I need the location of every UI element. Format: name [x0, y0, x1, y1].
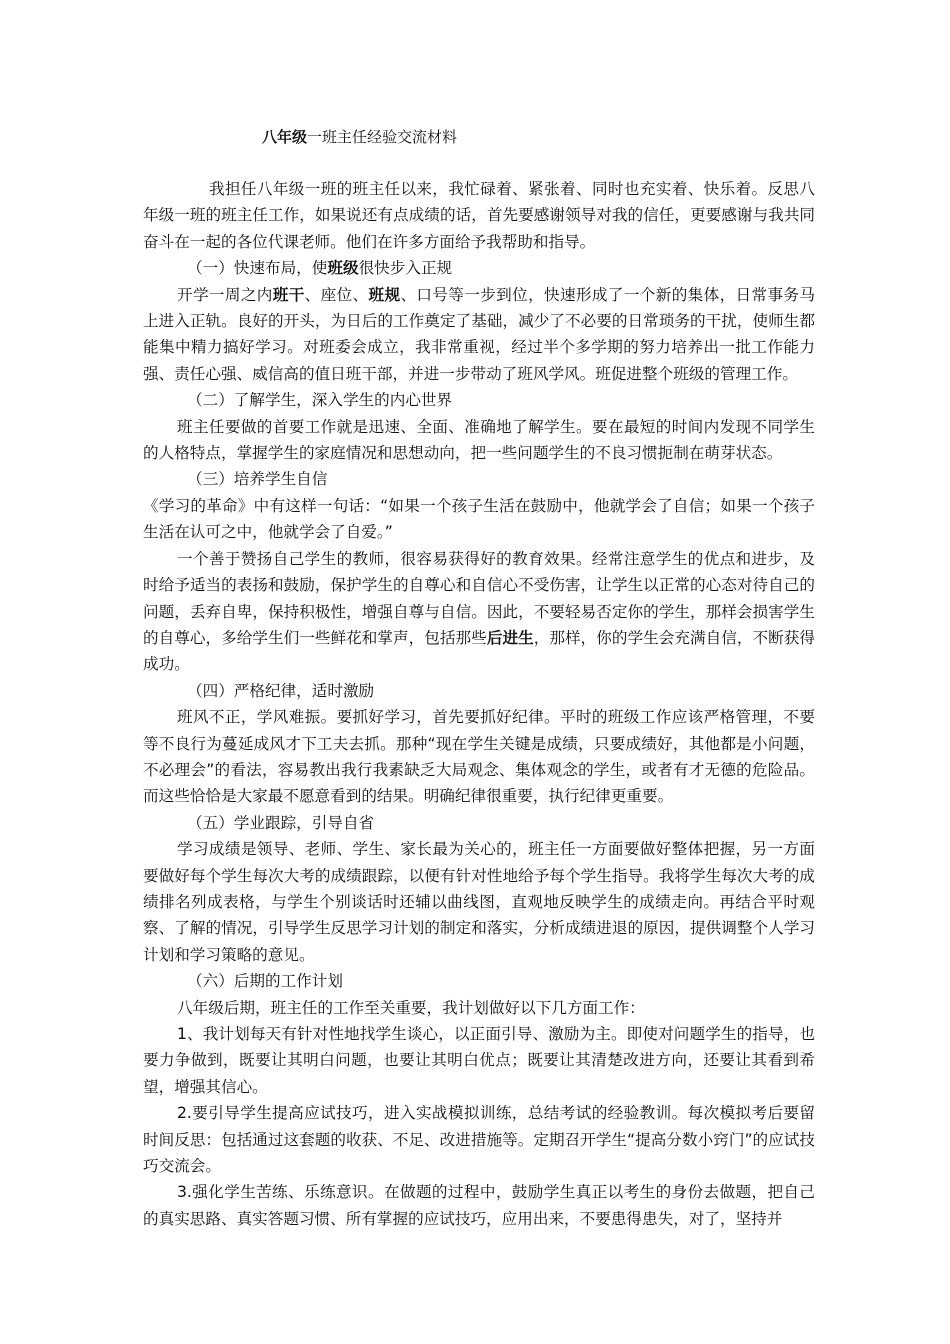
p1-text-a: 开学一周之内 — [177, 285, 273, 304]
section-paragraph-3b — [143, 546, 815, 678]
intro-text-b: 。他们在许多方面给予我帮助和指导。 — [330, 232, 596, 251]
p3b-text-a: 一个善于赞扬自己学生的教师，很容易获得好的教育效果。经常注意学生的优点和进步，及时给予适当的表扬和鼓励，保护学生的自尊心和自信心不受伤害，让学生以正常的心态对待自己的问题，丢弃自卑，保持积极性，增强自尊与自信。因此，不要轻易否定你的学生，那样会损害学生的自尊心，多给学生们一些鲜花和掌声，包括那些 — [143, 549, 815, 647]
document-body — [143, 176, 815, 1232]
p3b-text-b: ，那样，你的学生会充满自信，不断获得成功。 — [143, 628, 815, 674]
plan-item-1: 1、我计划每天有针对性地找学生谈心，以正面引导、激励为主。即使对问题学生的指导，也要力争做到，既要让其明白问题，也要让其明白优点；既要让其清楚改进方向，还要让其看到希望，增强其信心。 — [143, 1025, 815, 1096]
section-heading-1 — [143, 255, 815, 281]
section-paragraph-1 — [143, 282, 815, 388]
section-heading-2: （二）了解学生，深入学生的内心世界 — [187, 391, 453, 410]
plan-item-2: 2.要引导学生提高应试技巧，进入实战模拟训练，总结考试的经验教训。每次模拟考后要留时间反思：包括通过这套题的收获、不足、改进措施等。定期召开学生“提高分数小窍门”的应试技巧交流会。 — [143, 1104, 815, 1176]
section-paragraph-3a: 《学习的革命》中有这样一句话：“如果一个孩子生活在鼓励中，他就学会了自信；如果一个孩子生活在认可之中，他就学会了自爱。” — [143, 496, 815, 542]
plan-item-3: 3.强化学生苦练、乐练意识。在做题的过程中，鼓励学生真正以考生的身份去做题，把自己的真实思路、真实答题习惯、所有掌握的应试技巧，应用出来，不要患得患失，对了，坚持并 — [143, 1183, 815, 1228]
section-paragraph-4: 班风不正，学风难振。要抓好学习，首先要抓好纪律。平时的班级工作应该严格管理，不要等不良行为蔓延成风才下工夫去抓。那种“现在学生关键是成绩，只要成绩好，其他都是小问题，不必理会”的看法，容易教出我行我素缺乏大局观念、集体观念的学生，或者有才无德的危险品。而这些恰恰是大家最不愿意看到的结果。明确纪律很重要，执行纪律更重要。 — [143, 708, 815, 806]
h1-text-b: 很快步入正规 — [358, 259, 453, 278]
p1-text-bold-2: 班规 — [368, 285, 401, 304]
p1-text-c: 、口号等一步到位，快速形成了一个新的集体，日常事务马上进入正轨。良好的开头，为日后的工作奠定了基础，减少了不必要的日常琐务的干扰，使师生都能集中精力搞好学习。对班委会成立，我非常重视，经过半个多学期的努力培养出一批工作能力强、责任心强、威信高的值日班干部，并进一步带动了班风学风。班促进整个班级的管理工作。 — [143, 285, 815, 383]
section-heading-5: （五）学业跟踪，引导自省 — [187, 813, 375, 832]
h1-text-a: （一）快速布局，使 — [187, 259, 328, 278]
section-heading-6: （六）后期的工作计划 — [187, 972, 343, 991]
section-heading-4: （四）严格纪律，适时激励 — [187, 681, 375, 700]
title-rest: 一班主任经验交流材料 — [307, 128, 458, 146]
h1-text-bold: 班级 — [327, 259, 359, 278]
section-paragraph-6: 八年级后期，班主任的工作至关重要，我计划做好以下几方面工作： — [177, 998, 645, 1017]
p3b-text-bold: 后进生 — [486, 628, 534, 647]
intro-text-a: 我担任八年级一班的班主任以来，我忙碌着、紧张着、同时也充实着、快乐着。反思八年级一班的班主任工作，如果说还有点成绩的话，首先要感谢领导对我的信任，更要感谢与我共同奋斗在一起的 — [143, 180, 815, 251]
section-paragraph-2: 班主任要做的首要工作就是迅速、全面、准确地了解学生。要在最短的时间内发现不同学生的人格特点，掌握学生的家庭情况和思想动向，把一些问题学生的不良习惯扼制在萌芽状态。 — [143, 417, 815, 463]
title-bold-part: 八年级 — [262, 128, 308, 146]
document-title — [262, 124, 457, 150]
section-heading-3: （三）培养学生自信 — [187, 470, 328, 489]
p1-text-bold-1: 班干 — [272, 285, 305, 304]
section-paragraph-5: 学习成绩是领导、老师、学生、家长最为关心的，班主任一方面要做好整体把握，另一方面要做好每个学生每次大考的成绩跟踪，以便有针对性地给予每个学生指导。我将学生每次大考的成绩排名列成表格，与学生个别谈话时还辅以曲线图，直观地反映学生的成绩走向。再结合平时观察、了解的情况，引导学生反思学习计划的制定和落实，分析成绩进退的原因，提供调整个人学习计划和学习策略的意见。 — [143, 840, 815, 964]
intro-paragraph — [143, 176, 815, 255]
intro-text-serif: 各位代课老师 — [236, 232, 331, 251]
p1-text-b: 、座位、 — [304, 285, 369, 304]
